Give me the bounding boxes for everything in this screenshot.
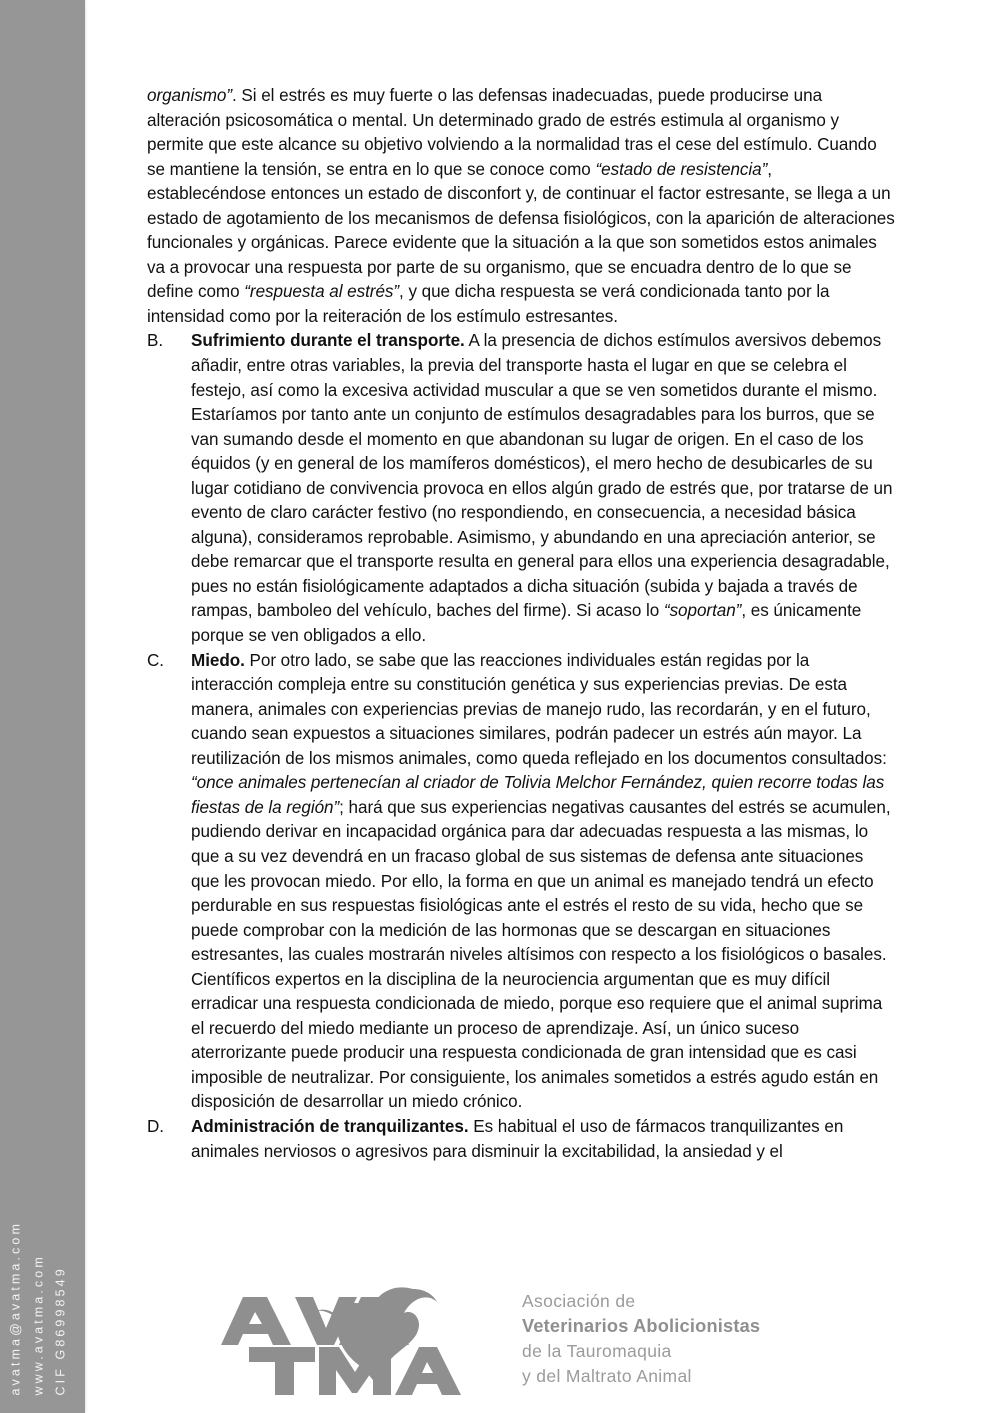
- paragraph-continuation-text-3: , y que dicha respuesta se verá condicionada tanto por la intensidad como por la reiteración de los estímulo estresantes.: [147, 282, 830, 326]
- watermark-email: avatma@avatma.com: [8, 1220, 23, 1395]
- document-text-column: [147, 84, 895, 1164]
- paragraph-continuation-lead-italic: organismo”: [147, 86, 233, 105]
- avatma-logo-svg: [217, 1283, 467, 1403]
- list-item-c-quote: “once animales pertenecían al criador de Tolivia Melchor Fernández, quien recorre todas las fiestas de la región”: [191, 773, 885, 817]
- paragraph-continuation-text-2: , establecéndose entonces un estado de disconfort y, de continuar el factor estresante, se llega a un estado de agotamiento de los mecanismos de defensa fisiológicos, con la aparición de alteraciones funcionales y orgánicas. Parece evidente que la situación a la que son sometidos estos animales va a provocar una respuesta por parte de su organismo, que se encuadra dentro de lo que se define como: [147, 159, 895, 302]
- org-line-3: de la Tauromaquia: [522, 1341, 672, 1361]
- list-item-b-quote: “soportan”: [663, 601, 742, 621]
- watermark-cif: CIF G86998549: [53, 1265, 68, 1395]
- org-line-2: Veterinarios Abolicionistas: [522, 1316, 761, 1336]
- left-watermark-bar: [0, 0, 85, 1413]
- list-item-c-body-1: Por otro lado, se sabe que las reacciones individuales están regidas por la interacción compleja entre su constitución genética y sus experiencias previas. De esta manera, animales con experiencias previas de manejo rudo, las recordarán, y en el futuro, cuando sean expuestos a situaciones similares, podrán padecer un estrés aún mayor. La reutilización de los mismos animales, como queda reflejado en los documentos consultados:: [191, 650, 887, 768]
- list-item-c-marker: C.: [147, 650, 164, 670]
- list-item-b-body-2: , es únicamente porque se ven obligados a ello.: [191, 601, 862, 646]
- watermark-website: www.avatma.com: [31, 1253, 46, 1395]
- list-item-d-body-1: Es habitual el uso de fármacos tranquilizantes en animales nerviosos o agresivos para disminuir la excitabilidad, la ansiedad y el: [191, 1116, 844, 1161]
- list-item-b-body-1: A la presencia de dichos estímulos aversivos debemos añadir, entre otras variables, la previa del transporte hasta el lugar en que se celebra el festejo, así como la excesiva actividad muscular a que se ven sometidos durante el mismo. Estaríamos por tanto ante un conjunto de estímulos desagradables para los burros, que se van sumando desde el momento en que abandonan su lugar de origen. En el caso de los équidos (y en general de los mamíferos domésticos), el mero hecho de desubicarles de su lugar cotidiano de convivencia provoca en ellos algún grado de estrés que, por tratarse de un evento de claro carácter festivo (no respondiendo, en consecuencia, a necesidad básica alguna), consideramos reprobable. Asimismo, y abundando en una apreciación anterior, se debe remarcar que el transporte resulta en general para ellos una experiencia desagradable, pues no están fisiológicamente adaptados a dicha situación (subida y bajada a través de rampas, bamboleo del vehículo, baches del firme). Si acaso lo: [191, 331, 893, 621]
- paragraph-continuation-text-1: . Si el estrés es muy fuerte o las defensas inadecuadas, puede producirse una alteración psicosomática o mental. Un determinado grado de estrés estimula al organismo y permite que este alcance su objetivo volviendo a la normalidad tras el cese del estímulo. Cuando se mantiene la tensión, se entra en lo que se conoce como: [147, 86, 877, 179]
- org-line-4: y del Maltrato Animal: [522, 1366, 692, 1386]
- list-item-c-body-2: ; hará que sus experiencias negativas causantes del estrés se acumulen, pudiendo derivar en incapacidad orgánica para dar adecuadas respuesta a las mismas, lo que a su vez devendrá en un fracaso global de sus sistemas de defensa ante situaciones que les provocan miedo. Por ello, la forma en que un animal es manejado tendrá un efecto perdurable en sus respuestas fisiológicas ante el estrés el resto de su vida, hecho que se puede comprobar con la medición de las hormonas que se descargan en situaciones estresantes, las cuales mostrarán niveles altísimos con respecto a los fisiológicos o basales. Científicos expertos en la disciplina de la neurociencia argumentan que es muy difícil erradicar una respuesta condicionada de miedo, porque eso requiere que el animal suprima el recuerdo del miedo mediante un proceso de aprendizaje. Así, un único suceso aterrorizante puede producir una respuesta condicionada de gran intensidad que es casi imposible de neutralizar. Por consiguiente, los animales sometidos a estrés agudo están en disposición de desarrollar un miedo crónico.: [191, 797, 891, 1112]
- list-item-b: [147, 329, 895, 648]
- org-line-1: Asociación de: [522, 1291, 636, 1311]
- list-item-d-marker: D.: [147, 1116, 164, 1136]
- list-item-c-heading: Miedo.: [191, 650, 245, 670]
- list-item-d: [147, 1115, 895, 1164]
- list-item-b-marker: B.: [147, 331, 164, 351]
- org-name-block: [522, 1289, 760, 1389]
- avatma-logo: [217, 1283, 467, 1403]
- watermark-text-group: [0, 975, 85, 1395]
- paragraph-continuation-quote-1: “estado de resistencia”: [595, 159, 768, 179]
- paragraph-continuation-quote-2: “respuesta al estrés”: [244, 282, 400, 302]
- paragraph-continuation: [147, 84, 895, 329]
- list-item-d-heading: Administración de tranquilizantes.: [191, 1116, 469, 1136]
- page-footer: [85, 1283, 1000, 1413]
- list-item-c: [147, 649, 895, 1115]
- list-item-b-heading: Sufrimiento durante el transporte.: [191, 331, 465, 351]
